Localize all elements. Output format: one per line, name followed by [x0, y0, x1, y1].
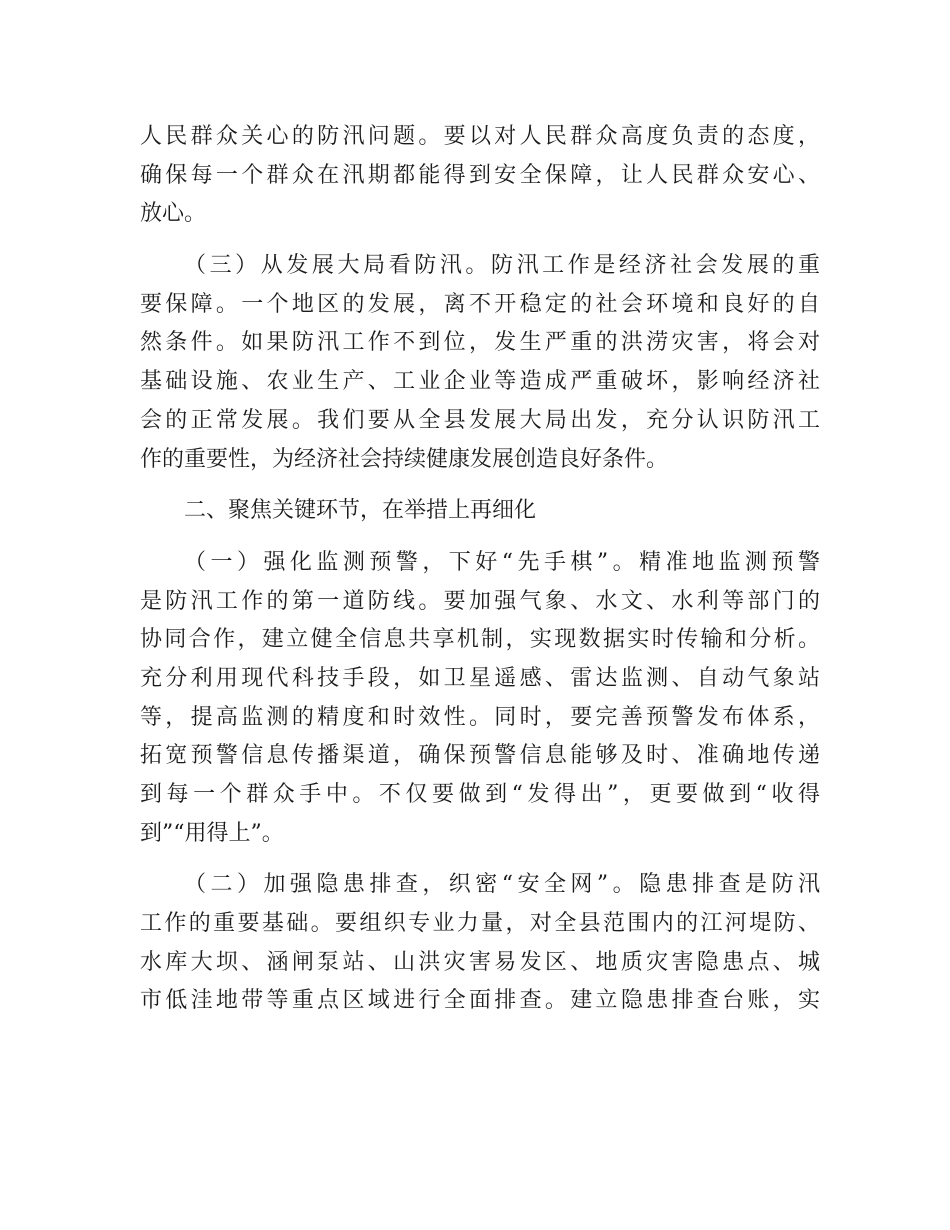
- text-line: 市低洼地带等重点区域进行全面排查。建立隐患排查台账，实: [140, 988, 820, 1014]
- heading-line: 二、聚焦关键环节，在举措上再细化: [184, 498, 537, 524]
- text-line: 会的正常发展。我们要从全县发展大局出发，充分认识防汛工: [140, 407, 820, 433]
- text-line: 基础设施、农业生产、工业企业等造成严重破坏，影响经济社: [140, 369, 820, 395]
- text-line: （一）强化监测预警，下好“先手棋”。精准地监测预警: [184, 549, 820, 575]
- text-line: 放心。: [140, 201, 207, 227]
- text-line: 等，提高监测的精度和时效性。同时，要完善预警发布体系，: [140, 704, 820, 730]
- text-line: 到每一个群众手中。不仅要做到“发得出”，更要做到“收得: [140, 782, 820, 807]
- text-line: 到”“用得上”。: [140, 820, 284, 846]
- paragraph-4: [140, 866, 820, 1021]
- paragraph-1: [140, 118, 820, 234]
- text-line: 水库大坝、涵闸泵站、山洪灾害易发区、地质灾害隐患点、城: [140, 949, 820, 975]
- body-text: [140, 118, 820, 1021]
- text-line: 工作的重要基础。要组织专业力量，对全县范围内的江河堤防、: [140, 911, 820, 937]
- text-line: 充分利用现代科技手段，如卫星遥感、雷达监测、自动气象站: [140, 665, 820, 691]
- text-line: 拓宽预警信息传播渠道，确保预警信息能够及时、准确地传递: [140, 743, 820, 769]
- text-line: 然条件。如果防汛工作不到位，发生严重的洪涝灾害，将会对: [140, 330, 820, 356]
- text-line: （二）加强隐患排查，织密“安全网”。隐患排查是防汛: [184, 872, 820, 898]
- paragraph-2: [140, 247, 820, 479]
- text-line: 人民群众关心的防汛问题。要以对人民群众高度负责的态度，: [140, 124, 820, 149]
- text-line: （三）从发展大局看防汛。防汛工作是经济社会发展的重: [184, 253, 820, 279]
- text-line: 确保每一个群众在汛期都能得到安全保障，让人民群众安心、: [140, 162, 820, 188]
- text-line: 协同合作，建立健全信息共享机制，实现数据实时传输和分析。: [140, 627, 820, 653]
- text-line: 作的重要性，为经济社会持续健康发展创造良好条件。: [140, 446, 669, 472]
- text-line: 要保障。一个地区的发展，离不开稳定的社会环境和良好的自: [140, 291, 820, 317]
- section-heading: [140, 492, 820, 531]
- text-line: 是防汛工作的第一道防线。要加强气象、水文、水利等部门的: [140, 588, 820, 614]
- paragraph-3: [140, 544, 820, 854]
